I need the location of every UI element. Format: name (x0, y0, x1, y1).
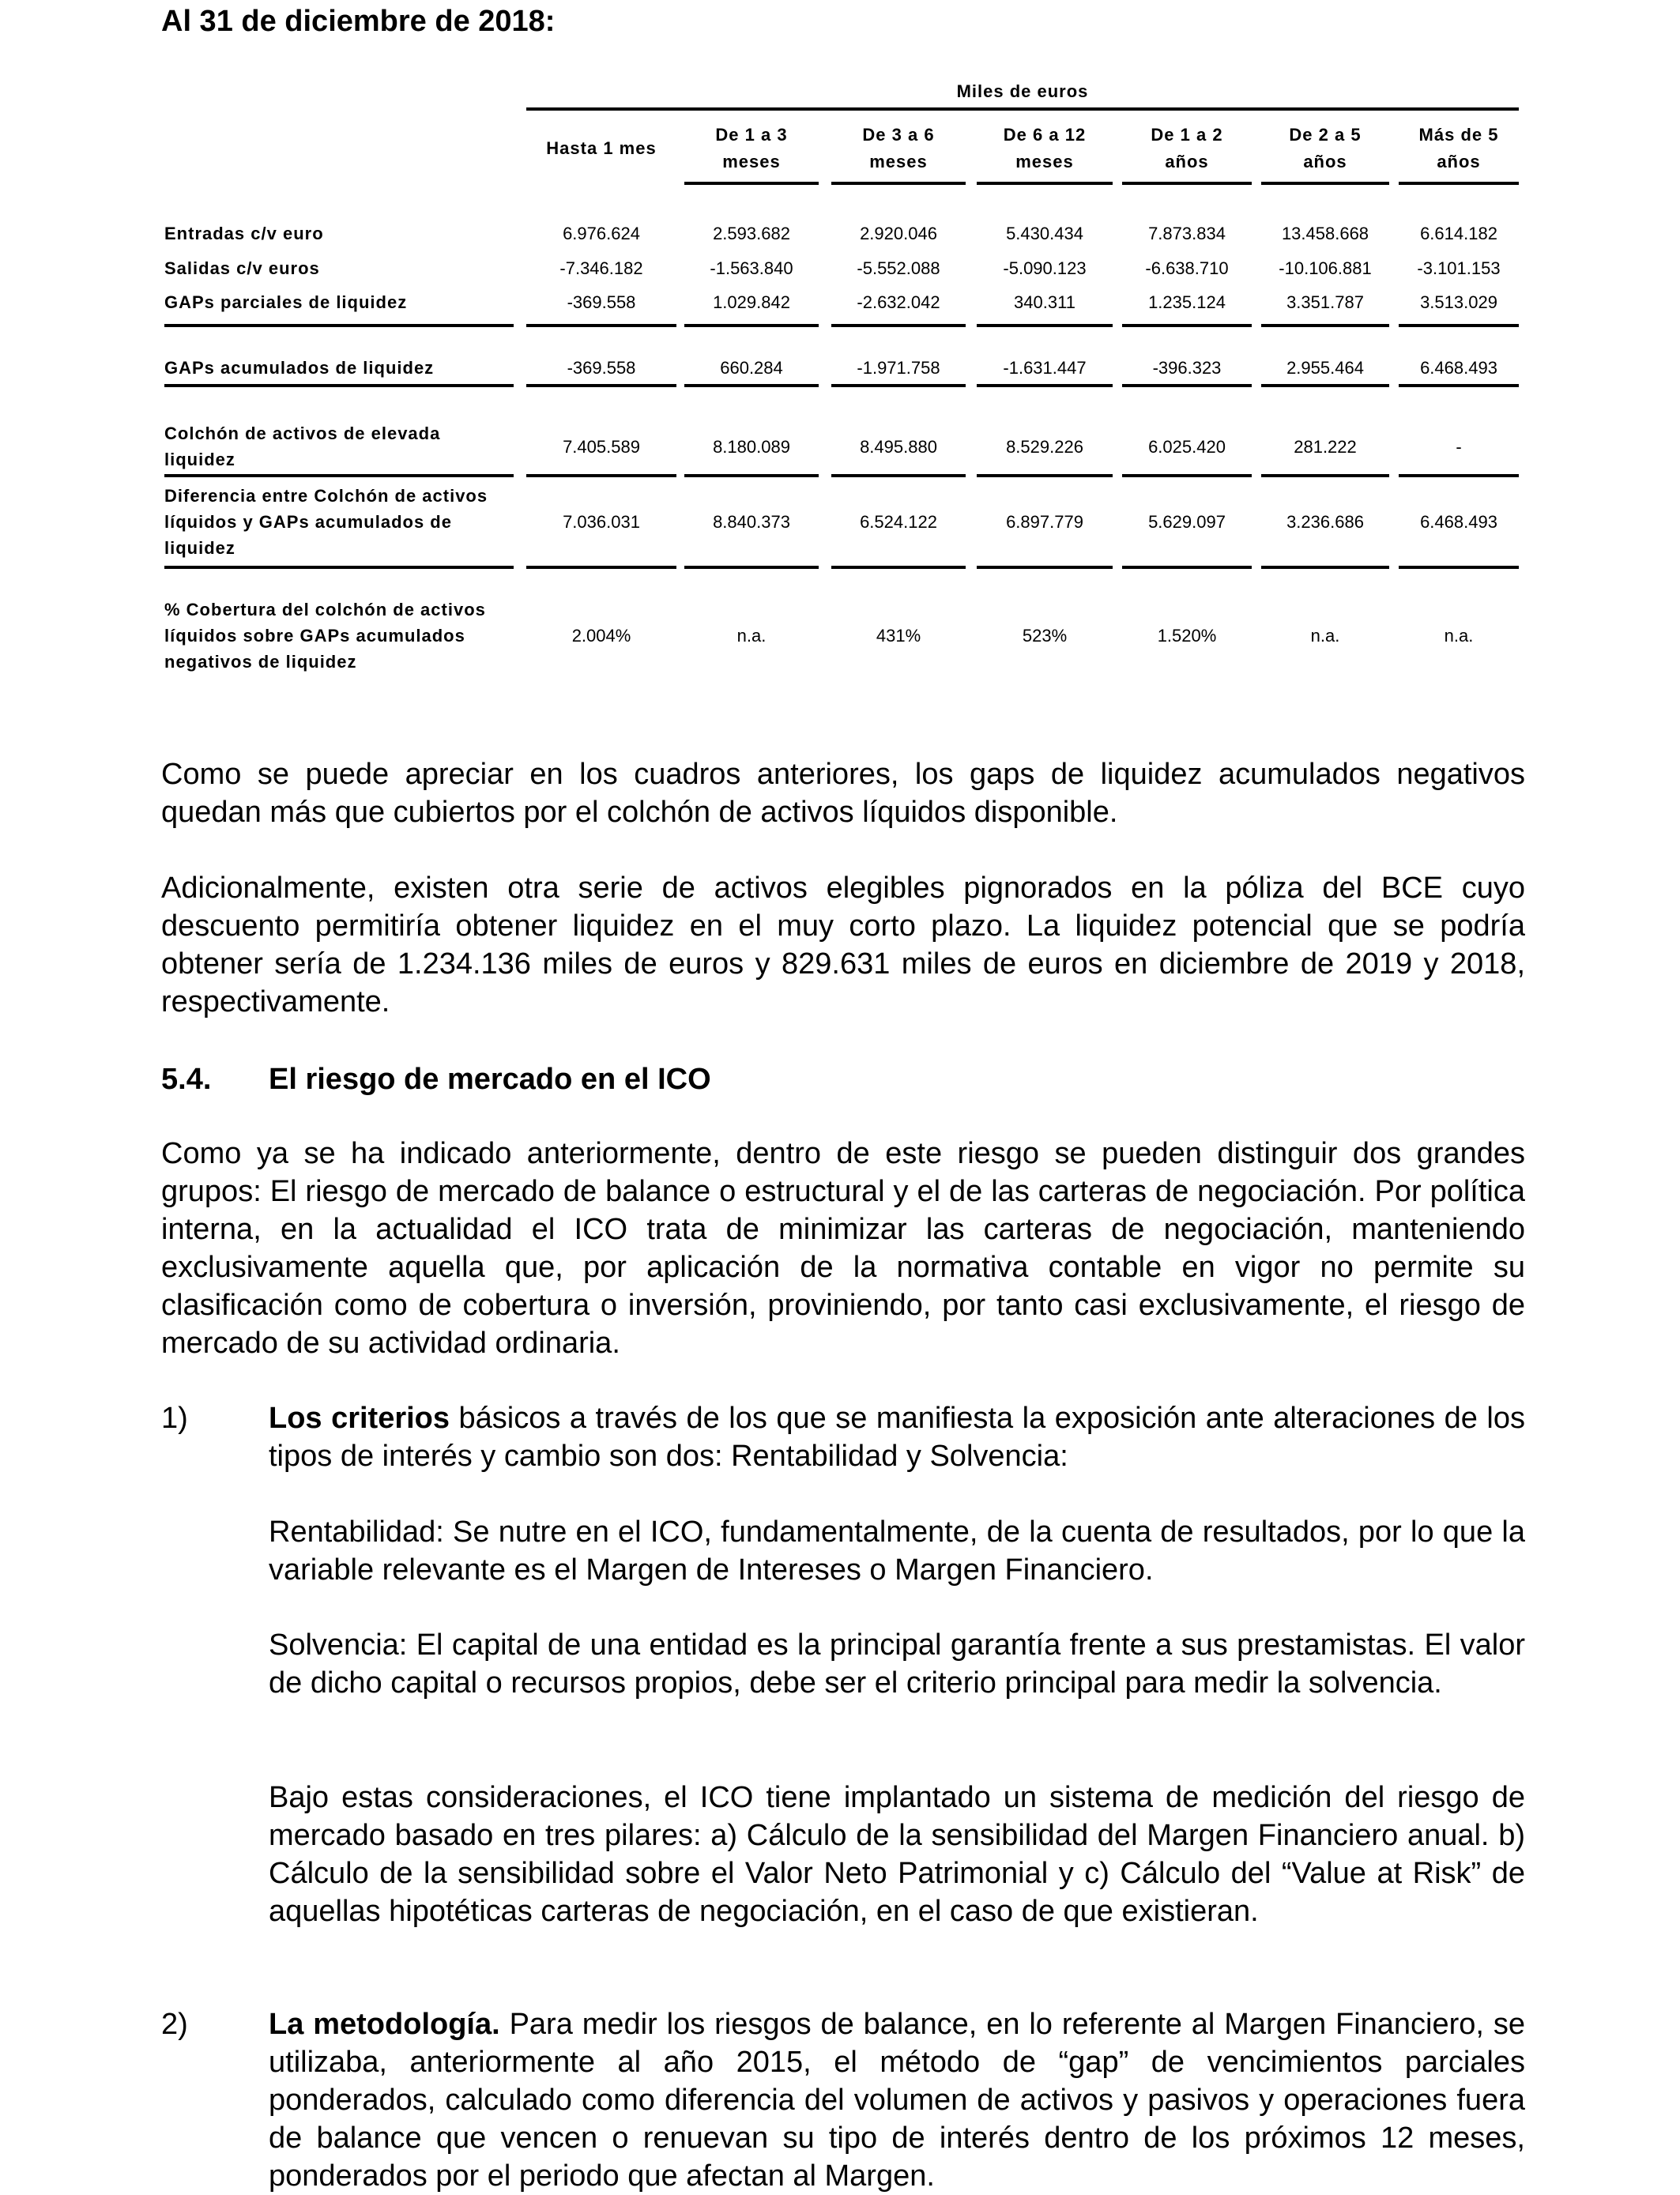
column-header: De 6 a 12 meses (1003, 125, 1087, 171)
table-cell: 6.025.420 (1148, 436, 1226, 457)
table-cell: 13.458.668 (1281, 223, 1369, 243)
table-cell: 6.897.779 (1006, 511, 1083, 532)
table-cell: -10.106.881 (1279, 258, 1372, 278)
list-item-1-text (269, 1399, 1525, 1475)
row-label: % Cobertura del colchón de activos líquidos sobre GAPs acumulados negativos de liquidez (164, 599, 486, 672)
table-cell: 7.405.589 (563, 436, 640, 457)
table-rule (831, 182, 966, 185)
table-rule (526, 384, 676, 387)
table-cell: 8.840.373 (713, 511, 790, 532)
table-rule (526, 107, 1519, 111)
column-header: De 3 a 6 meses (862, 125, 935, 171)
column-header: De 1 a 3 meses (715, 125, 788, 171)
table-rule (1261, 384, 1389, 387)
list-item-1-bold: Los criterios (269, 1402, 450, 1435)
table-cell: 6.468.493 (1420, 511, 1497, 532)
table-cell: - (1456, 436, 1462, 457)
section-title: El riesgo de mercado en el ICO (269, 1063, 711, 1096)
table-cell: 1.235.124 (1148, 292, 1226, 312)
table-cell: 6.524.122 (860, 511, 937, 532)
table-cell: -6.638.710 (1145, 258, 1229, 278)
table-cell: -2.632.042 (857, 292, 940, 312)
table-cell: 5.430.434 (1006, 223, 1083, 243)
list-item-2-text (269, 2005, 1525, 2195)
table-rule (1122, 384, 1252, 387)
paragraph-gaps-covered: Como se puede apreciar en los cuadros anteriores, los gaps de liquidez acumulados negativos quedan más que cubiertos por el colchón de activos líquidos disponible. (161, 758, 1525, 829)
liquidity-gap-table (0, 0, 1680, 711)
table-cell: n.a. (1444, 625, 1474, 646)
table-cell: -1.563.840 (710, 258, 793, 278)
table-cell: -7.346.182 (559, 258, 643, 278)
table-caption: Miles de euros (956, 81, 1089, 101)
table-rule (831, 384, 966, 387)
table-cell: 8.529.226 (1006, 436, 1083, 457)
table-rule (684, 566, 819, 569)
table-cell: -5.090.123 (1003, 258, 1087, 278)
table-cell: -1.631.447 (1003, 357, 1087, 378)
table-cell: 3.236.686 (1286, 511, 1364, 532)
table-cell: 3.513.029 (1420, 292, 1497, 312)
table-cell: 5.629.097 (1148, 511, 1226, 532)
table-cell: -3.101.153 (1417, 258, 1501, 278)
paragraph-solvencia: Solvencia: El capital de una entidad es la principal garantía frente a sus prestamistas. El valor de dicho capital o recursos propios, debe ser el criterio principal para medir la solvencia. (269, 1628, 1525, 1700)
table-cell: 7.036.031 (563, 511, 640, 532)
paragraph-eligible-assets: Adicionalmente, existen otra serie de activos elegibles pignorados en la póliza del BCE cuyo descuento permitiría obtener liquidez en el muy corto plazo. La liquidez potencial que se podría obtener sería de 1.234.136 miles de euros y 829.631 miles de euros en diciembre de 2019 y 2018, respectivamente. (161, 872, 1525, 1018)
table-rule (684, 182, 819, 185)
row-label: GAPs parciales de liquidez (164, 292, 408, 312)
row-label: Entradas c/v euro (164, 223, 324, 243)
list-item-2-rest: Para medir los riesgos de balance, en lo referente al Margen Financiero, se utilizaba, anteriormente al año 2015, el método de “gap” de vencimientos parciales ponderados, calculado como diferencia del volumen de activos y pasivos y operaciones fuera de balance que vencen o renuevan su tipo de interés dentro de los próximos 12 meses, ponderados por el periodo que afectan al Margen. (269, 2008, 1525, 2193)
table-rule (977, 324, 1113, 327)
table-rule (831, 566, 966, 569)
column-header: De 2 a 5 años (1289, 125, 1362, 171)
table-cell: 8.495.880 (860, 436, 937, 457)
table-rule (831, 324, 966, 327)
table-heading: Al 31 de diciembre de 2018: (161, 5, 556, 38)
table-cell: 660.284 (720, 357, 783, 378)
table-cell: 3.351.787 (1286, 292, 1364, 312)
table-rule (1122, 324, 1252, 327)
table-cell: n.a. (1310, 625, 1340, 646)
table-cell: 523% (1022, 625, 1068, 646)
column-header: Hasta 1 mes (546, 138, 657, 158)
table-rule (977, 182, 1113, 185)
list-item-1-rest: básicos a través de los que se manifiesta la exposición ante alteraciones de los tipos de interés y cambio son dos: Rentabilidad y Solvencia: (269, 1402, 1525, 1473)
table-cell: -5.552.088 (857, 258, 940, 278)
paragraph-market-risk: Como ya se ha indicado anteriormente, dentro de este riesgo se pueden distinguir dos grandes grupos: El riesgo de mercado de balance o estructural y el de las carteras de negociación. Por política interna, en la actualidad el ICO trata de minimizar las carteras de negociación, manteniendo exclusivamente aquella que, por aplicación de la normativa contable en vigor no permite su clasificación como de cobertura o inversión, proviniendo, por tanto casi exclusivamente, el riesgo de mercado de su actividad ordinaria. (161, 1137, 1525, 1360)
table-cell: 1.520% (1157, 625, 1217, 646)
list-item-2-bold: La metodología. (269, 2008, 500, 2041)
table-rule (1399, 182, 1519, 185)
table-cell: 6.468.493 (1420, 357, 1497, 378)
table-cell: -1.971.758 (857, 357, 940, 378)
row-label: Diferencia entre Colchón de activos líquidos y GAPs acumulados de liquidez (164, 485, 488, 558)
table-cell: -396.323 (1152, 357, 1222, 378)
table-rule (1122, 566, 1252, 569)
list-item-2-number: 2) (161, 2008, 188, 2041)
table-cell: n.a. (736, 625, 767, 646)
row-label: GAPs acumulados de liquidez (164, 357, 435, 378)
table-rule (164, 324, 514, 327)
table-cell: 2.004% (571, 625, 631, 646)
column-header: Más de 5 años (1418, 125, 1499, 171)
table-cell: 431% (876, 625, 921, 646)
table-rule (977, 384, 1113, 387)
table-rule (526, 566, 676, 569)
table-cell: 6.976.624 (563, 223, 640, 243)
table-rule (1122, 182, 1252, 185)
column-header: De 1 a 2 años (1151, 125, 1223, 171)
table-cell: 2.920.046 (860, 223, 937, 243)
table-cell: 2.955.464 (1286, 357, 1364, 378)
table-cell: 340.311 (1014, 292, 1075, 312)
table-rule (164, 566, 514, 569)
table-cell: -369.558 (567, 357, 636, 378)
table-cell: 2.593.682 (713, 223, 790, 243)
table-cell: 1.029.842 (713, 292, 790, 312)
table-cell: 7.873.834 (1148, 223, 1226, 243)
paragraph-rentabilidad: Rentabilidad: Se nutre en el ICO, fundamentalmente, de la cuenta de resultados, por lo que la variable relevante es el Margen de Intereses o Margen Financiero. (269, 1515, 1525, 1587)
table-rule (977, 566, 1113, 569)
table-rule (1261, 566, 1389, 569)
section-number: 5.4. (161, 1063, 212, 1096)
table-cell: -369.558 (567, 292, 636, 312)
table-cell: 281.222 (1294, 436, 1357, 457)
table-rule (1399, 384, 1519, 387)
table-rule (1261, 182, 1389, 185)
row-label: Colchón de activos de elevada liquidez (164, 424, 441, 469)
table-cell: 8.180.089 (713, 436, 790, 457)
table-rule (684, 324, 819, 327)
table-cell: 6.614.182 (1420, 223, 1497, 243)
table-rule (684, 384, 819, 387)
table-rule (1399, 566, 1519, 569)
list-item-1-number: 1) (161, 1402, 188, 1435)
table-rule (526, 324, 676, 327)
table-rule (164, 384, 514, 387)
table-rule (1261, 324, 1389, 327)
row-label: Salidas c/v euros (164, 258, 320, 278)
table-rule (1399, 324, 1519, 327)
paragraph-tres-pilares: Bajo estas consideraciones, el ICO tiene implantado un sistema de medición del riesgo de mercado basado en tres pilares: a) Cálculo de la sensibilidad del Margen Financiero anual. b) Cálculo de la sensibilidad sobre el Valor Neto Patrimonial y c) Cálculo del “Value at Risk” de aquellas hipotéticas carteras de negociación, en el caso de que existieran. (269, 1781, 1525, 1928)
